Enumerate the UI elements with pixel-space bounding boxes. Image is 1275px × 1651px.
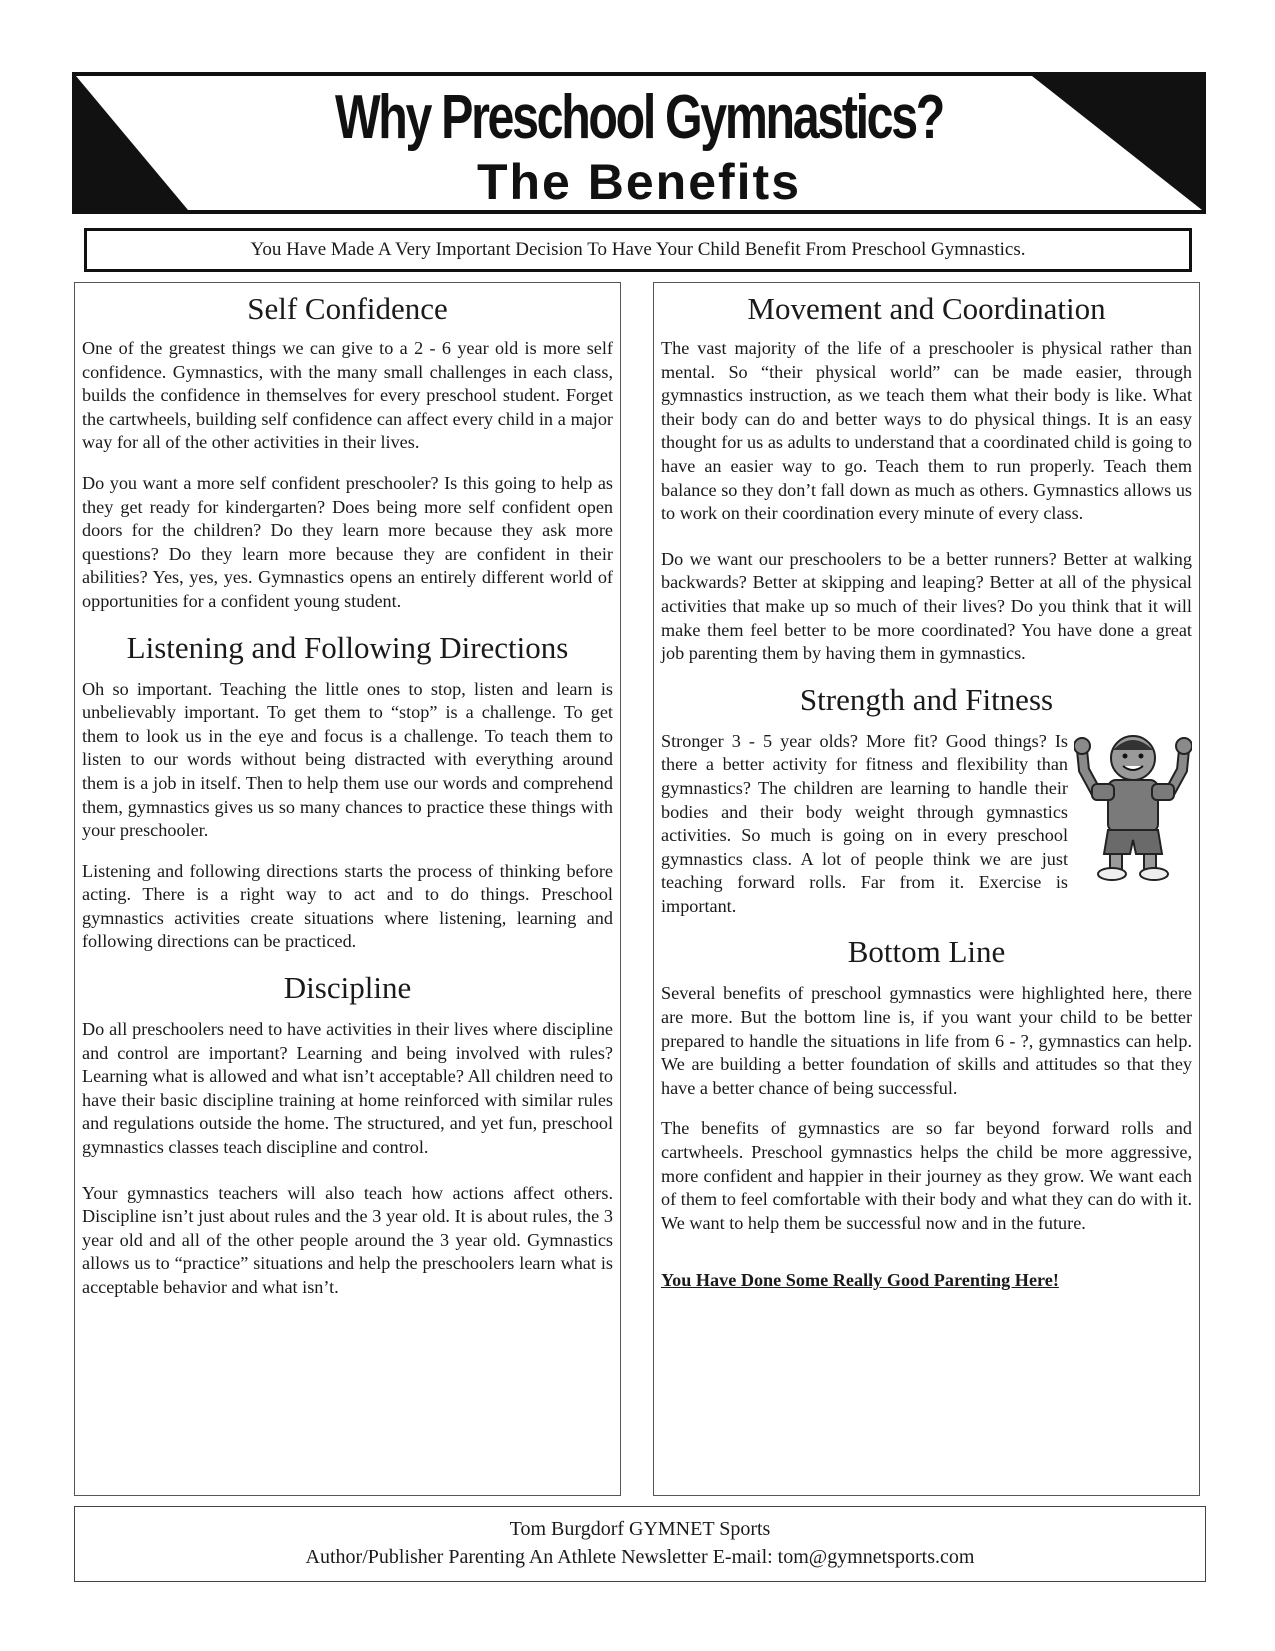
strength-paragraph-1: Stronger 3 - 5 year olds? More fit? Good things? Is there a better activity for fitness and flexibility than gymnastics? The children are learning to handle their bodies and their body weight through gymnastics activities. So much is going on in every preschool gymnastics class. A lot of people think we are just teaching forward rolls. Far from it. Exercise is important. (661, 730, 1068, 916)
page-subtitle: The Benefits (476, 154, 802, 210)
header-banner (72, 72, 1206, 214)
heading-movement: Movement and Coordination (747, 291, 1106, 326)
bottom-line-paragraph-2: The benefits of gymnastics are so far beyond forward rolls and cartwheels. Preschool gymnastics helps the child be more aggressive, more confident and happier in their journey as they grow. We want each of them to feel comfortable with their body and what they can do with it. We want to help them be successful now and in the future. (661, 1118, 1192, 1233)
self-confidence-paragraph-1: One of the greatest things we can give to a 2 - 6 year old is more self confidence. Gymnastics, with the many small challenges in each class, builds the confidence in themselves for every preschool student. Forget the cartwheels, building self confidence can affect every child in a major way for all of the other activities in their lives. (82, 338, 613, 453)
footer-box (74, 1506, 1206, 1582)
heading-self-confidence: Self Confidence (247, 291, 448, 326)
footer-author: Tom Burgdorf GYMNET Sports (509, 1518, 771, 1540)
heading-strength: Strength and Fitness (799, 681, 1054, 717)
flexing-child-icon (1074, 730, 1192, 882)
discipline-paragraph-1: Do all preschoolers need to have activities in their lives where discipline and control are important? Learning and being involved with rules? Learning what is allowed and what isn’t acceptable? All children need to have their basic discipline training at home reinforced with similar rules and regulations outside the home. The structured, and yet fun, preschool gymnastics classes teach discipline and control. (82, 1019, 613, 1158)
footer-contact: Author/Publisher Parenting An Athlete Newsletter E-mail: tom@gymnetsports.com (305, 1546, 975, 1568)
bottom-line-paragraph-1: Several benefits of preschool gymnastics were highlighted here, there are more. But the bottom line is, if you want your child to be better prepared to handle the situations in life from 6 - ?, gymnastics can help. We are building a better foundation of skills and attitudes so that they have a better chance of being successful. (661, 983, 1192, 1098)
heading-discipline: Discipline (283, 970, 412, 1006)
movement-paragraph-1: The vast majority of the life of a preschooler is physical rather than mental. So “their physical world” can be made easier, through gymnastics instruction, as we teach them what their body is like. What their body can do and better ways to do physical things. It is an easy thought for us as adults to understand that a coordinated child is going to have an easier way to go. Teach them to run properly. Teach them balance so they don’t fall down as much as others. Gymnastics allows us to work on their coordination every minute of every class. (661, 338, 1192, 524)
listening-paragraph-2: Listening and following directions starts the process of thinking before acting. There is a right way to act and to do things. Preschool gymnastics activities create situations where listening, learning and following directions can be practiced. (82, 860, 613, 952)
listening-paragraph-1: Oh so important. Teaching the little ones to stop, listen and learn is unbelievably important. To get them to “stop” is a challenge. To get them to look us in the eye and focus is a challenge. To teach them to listen to our words without being distracted with everything around them is a job in itself. Then to help them use our words and comprehend them, gymnastics gives us so many chances to practice these things with your preschooler. (82, 678, 613, 841)
page-title: Why Preschool Gymnastics? (335, 83, 943, 152)
self-confidence-paragraph-2: Do you want a more self confident preschooler? Is this going to help as they get ready for kindergarten? Does being more self confident open doors for the children? Do they learn more because they ask more questions? Do they learn more because they are confident in their abilities? Yes, yes, yes. Gymnastics opens an entirely different world of opportunities for a confident young student. (82, 472, 613, 611)
movement-paragraph-2: Do we want our preschoolers to be a better runners? Better at walking backwards? Better at skipping and leaping? Better at all of the physical activities that make up so much of their lives? Do you think that it will make them feel better to be more coordinated? You have done a great job parenting them by having them in gymnastics. (661, 548, 1192, 664)
left-column (74, 282, 621, 1496)
heading-listening: Listening and Following Directions (126, 629, 569, 665)
right-column (653, 282, 1200, 1496)
discipline-paragraph-2: Your gymnastics teachers will also teach how actions affect others. Discipline isn’t just about rules and the 3 year old. It is about rules, the 3 year old and all of the other people around the 3 year old. Gymnastics allows us to “practice” situations and help the preschoolers learn what is acceptable behavior and what isn’t. (82, 1182, 613, 1297)
heading-bottom-line: Bottom Line (847, 934, 1006, 970)
intro-box: You Have Made A Very Important Decision To Have Your Child Benefit From Preschool Gymnastics. (84, 228, 1192, 272)
closing-statement: You Have Done Some Really Good Parenting Here! (661, 1270, 1059, 1291)
